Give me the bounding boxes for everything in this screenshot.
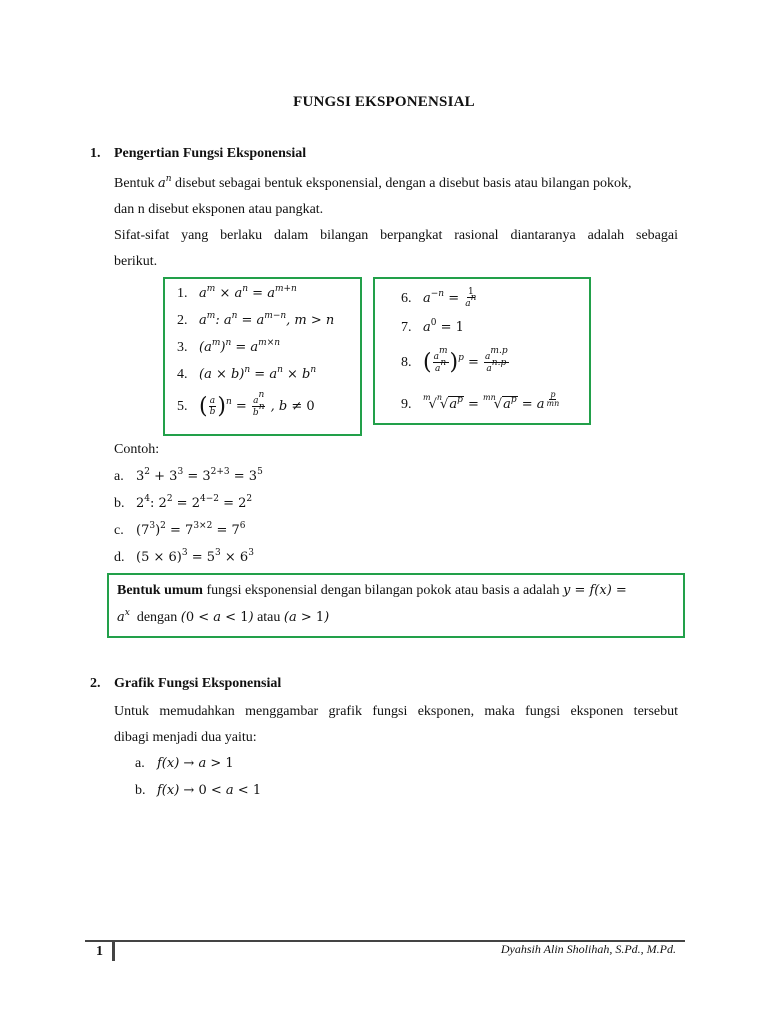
general-form-line2: $a^x$ dengan (0 < a < 1) atau (a > 1) — [117, 608, 330, 625]
example-b: b. $2^4$: $2^2 = 2^{4-2} = 2^2$ — [114, 494, 253, 511]
example-c: c. $(7^3)^2 = 7^{3\times 2} = 7^6$ — [114, 521, 246, 538]
graph-paragraph-line2: dibagi menjadi dua yaitu: — [114, 730, 257, 745]
page-title: FUNGSI EKSPONENSIAL — [293, 94, 475, 110]
footer-page-divider — [112, 942, 115, 961]
section-1-heading: Pengertian Fungsi Eksponensial — [114, 146, 307, 161]
example-a: a. $3^2 + 3^3 = 3^{2+3} = 3^5$ — [114, 467, 263, 484]
property-2: 2. $a^m$: $a^n = a^{m-n}$, m > n — [177, 311, 335, 328]
properties-intro-line1: Sifat-sifat yang berlaku dalam bilangan berpangkat rasional diantaranya adalah sebagai — [114, 228, 678, 243]
graph-item-a: a. f(x) → a > 1 — [135, 756, 234, 771]
property-5: 5. ( $\frac{a}{b}$ )$^n$ = $\frac{a^n}{b^n}$ , b ≠ 0 — [177, 390, 315, 419]
general-form-atau: atau — [257, 610, 281, 625]
definition-pre: Bentuk — [114, 176, 155, 191]
graph-item-b: b. f(x) → 0 < a < 1 — [135, 783, 262, 798]
general-form-dengan: dengan — [136, 610, 178, 625]
general-form-line1 — [117, 577, 627, 604]
definition-formula: $a^n$ — [157, 174, 172, 191]
property-1: 1. $a^m \times a^n = a^{m+n}$ — [177, 284, 297, 301]
property-6: 6. $a^{-n}$ = $\frac{1}{a^n}$ — [401, 287, 477, 309]
property-7: 7. $a^0 = 1$ — [401, 318, 464, 335]
definition-post: disebut sebagai bentuk eksponensial, dengan a disebut basis atau bilangan pokok, — [175, 176, 632, 191]
property-4: 4. $(a \times b)^n = a^n \times b^n$ — [177, 365, 317, 382]
section-1-number: 1. — [90, 146, 101, 161]
general-form-text: fungsi eksponensial dengan bilangan pokok atau basis a adalah — [206, 583, 560, 598]
definition-paragraph-line2: dan n disebut eksponen atau pangkat. — [114, 202, 324, 217]
property-8: 8. ( $\frac{a^m}{a^n}$ )$^p$ = $\frac{a^{m.p}}{a^{n.p}}$ — [401, 346, 508, 375]
properties-intro-line2: berikut. — [114, 254, 158, 269]
footer-author: Dyahsih Alin Sholihah, S.Pd., M.Pd. — [500, 942, 676, 956]
graph-paragraph-line1: Untuk memudahkan menggambar grafik fungsi eksponen, maka fungsi eksponen tersebut — [114, 704, 678, 719]
examples-label: Contoh: — [114, 442, 160, 457]
example-d: d. $(5 \times 6)^3 = 5^3 \times 6^3$ — [114, 548, 254, 565]
definition-paragraph-line1 — [114, 170, 631, 197]
property-9: 9. $^m√^n√a^p = ^{mn}√a^p = a$ $^{\frac{p}{mn}}$ — [401, 390, 560, 412]
general-form-bold: Bentuk umum — [117, 583, 203, 598]
page-number: 1 — [96, 944, 103, 959]
property-3: 3. $(a^m)^n = a^{m\times n}$ — [177, 338, 281, 355]
section-2-number: 2. — [90, 676, 101, 691]
general-form-equation: y = f(x) = — [562, 583, 627, 598]
section-2-heading: Grafik Fungsi Eksponensial — [114, 676, 282, 691]
